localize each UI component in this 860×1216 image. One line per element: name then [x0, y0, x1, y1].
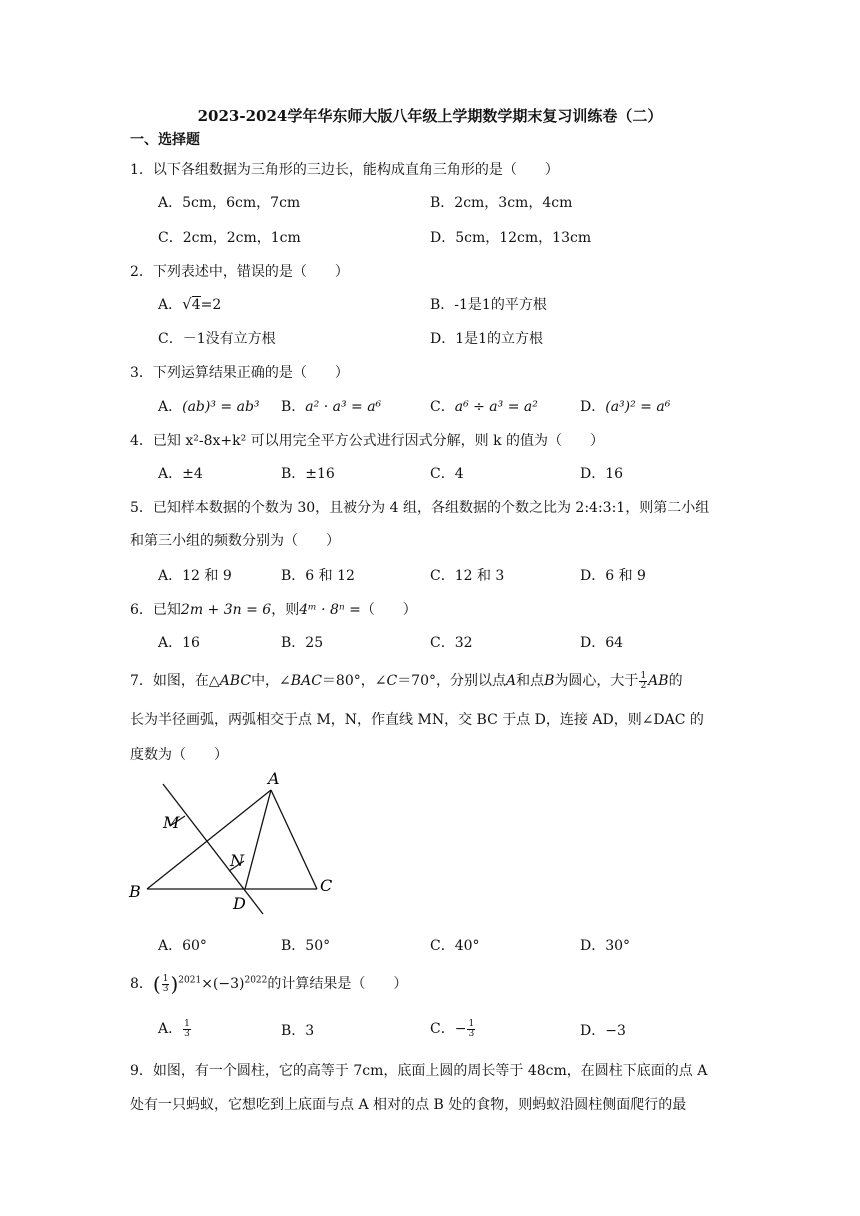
stem-text: 7．如图，在△ [130, 673, 220, 689]
question-3-option-a [158, 396, 260, 416]
option-label: C．− [430, 1021, 467, 1037]
stem-var: ABC [219, 673, 252, 689]
question-8-option-d: D．−3 [580, 1023, 626, 1039]
option-expr: a⁶ ÷ a³ = a² [454, 399, 538, 415]
stem-var: A [506, 673, 517, 689]
question-5-option-d: D．6 和 9 [580, 568, 646, 584]
sqrt-symbol: √ [182, 295, 192, 313]
question-1-stem: 1．以下各组数据为三角形的三边长，能构成直角三角形的是（ ） [130, 162, 559, 178]
sqrt-radicand: 4 [191, 297, 201, 313]
fraction-numerator: 1 [162, 973, 169, 984]
stem-text: 中，∠ [251, 673, 291, 689]
question-7-option-b: B．50° [281, 938, 331, 954]
fraction [467, 1020, 475, 1039]
option-label: A． [158, 297, 183, 313]
question-3-option-c [430, 396, 538, 416]
segment-ab [147, 790, 271, 889]
question-5-option-c: C．12 和 3 [430, 568, 505, 584]
exponent: 2022 [244, 975, 268, 986]
stem-prefix: 6．已知 [130, 602, 181, 618]
option-label: D． [580, 399, 606, 415]
label-m: M [163, 813, 180, 832]
question-1-option-d: D．5cm，12cm，13cm [430, 230, 592, 246]
segment-ac [271, 790, 317, 889]
question-2-option-b: B．-1是1的平方根 [430, 297, 547, 313]
stem-var: AB [648, 673, 669, 689]
question-9-stem-line2: 处有一只蚂蚁，它想吃到上底面与点 A 相对的点 B 处的食物，则蚂蚁沿圆柱侧面爬行的最 [130, 1097, 687, 1113]
question-9-stem-line1: 9．如图，有一个圆柱，它的高等于 7cm，底面上圆的周长等于 48cm，在圆柱下底面的点 A [130, 1063, 708, 1079]
question-5-stem-line1: 5．已知样本数据的个数为 30，且被分为 4 组，各组数据的个数之比为 2:4:3:1，则第二小组 [130, 500, 710, 516]
question-8-option-b: B．3 [281, 1023, 315, 1039]
fraction-numerator: 1 [640, 670, 647, 681]
question-6-option-d: D．64 [580, 635, 624, 651]
triangle-figure [125, 770, 345, 920]
label-a: A [268, 770, 280, 788]
question-7-option-c: C．40° [430, 938, 480, 954]
stem-text: ＝70°，分别以点 [397, 673, 507, 689]
option-expr: =2 [200, 297, 222, 313]
stem-var: C [386, 673, 398, 689]
label-b: B [129, 882, 141, 901]
fraction [639, 672, 647, 691]
stem-expr: ×(−3) [201, 976, 245, 992]
label-c: C [320, 876, 333, 895]
question-3-option-b [281, 396, 381, 416]
question-8-option-a [158, 1018, 192, 1039]
fraction-denominator: 3 [468, 1028, 475, 1039]
question-8-option-c [430, 1018, 476, 1039]
option-expr: (ab)³ = ab³ [182, 399, 260, 415]
question-7-stem-line2: 长为半径画弧，两弧相交于点 M，N，作直线 MN，交 BC 于点 D，连接 AD，则∠DAC 的 [130, 712, 704, 728]
option-label: A． [158, 399, 183, 415]
question-6-option-b: B．25 [281, 635, 324, 651]
stem-expr: 2m + 3n = 6 [180, 602, 272, 618]
fraction [162, 975, 170, 994]
stem-var: B [544, 673, 555, 689]
question-7-option-d: D．30° [580, 938, 631, 954]
stem-suffix: （ ） [360, 602, 417, 618]
option-expr: (a³)² = a⁶ [605, 399, 671, 415]
label-d: D [233, 894, 246, 913]
question-2-option-d: D．1是1的立方根 [430, 331, 544, 347]
question-5-option-b: B．6 和 12 [281, 568, 355, 584]
question-1-option-c: C．2cm，2cm，1cm [158, 230, 301, 246]
fraction-numerator: 1 [468, 1018, 475, 1029]
question-3-stem: 3．下列运算结果正确的是（ ） [130, 365, 349, 381]
question-7-stem-line3: 度数为（ ） [130, 747, 228, 763]
question-3-option-d [580, 396, 670, 416]
option-label: A． [158, 1021, 183, 1037]
question-2-option-c: C．－1没有立方根 [158, 331, 276, 347]
label-n: N [230, 851, 244, 870]
segment-ad [245, 790, 271, 889]
question-7-option-a: A．60° [158, 938, 207, 954]
question-6-option-a: A．16 [158, 635, 200, 651]
question-1-option-b: B．2cm，3cm，4cm [430, 195, 573, 211]
line-mn [163, 784, 263, 914]
stem-prefix: 8． [130, 976, 153, 992]
page-title: 2023-2024学年华东师大版八年级上学期数学期末复习训练卷（二） [197, 107, 663, 125]
question-4-option-d: D．16 [580, 466, 624, 482]
fraction-denominator: 3 [162, 983, 169, 994]
stem-text: ＝80°，∠ [321, 673, 387, 689]
fraction-numerator: 1 [184, 1018, 190, 1029]
stem-text: 和点 [516, 673, 545, 689]
question-5-stem-line2: 和第三小组的频数分别为（ ） [130, 533, 340, 549]
stem-suffix: 的计算结果是（ ） [267, 976, 408, 992]
section-heading: 一、选择题 [130, 132, 200, 148]
stem-text: 为圆心，大于 [554, 673, 639, 689]
question-4-stem: 4．已知 x²-8x+k² 可以用完全平方公式进行因式分解，则 k 的值为（ ） [130, 433, 605, 449]
question-4-option-a: A．±4 [158, 466, 203, 482]
stem-mid: ，则 [271, 602, 300, 618]
question-5-option-a: A．12 和 9 [158, 568, 232, 584]
paren-open: ( [152, 972, 161, 996]
question-6-stem [130, 599, 417, 619]
option-expr: a² · a³ = a⁶ [305, 399, 382, 415]
fraction-denominator: 2 [640, 680, 647, 691]
option-label: C． [430, 399, 455, 415]
option-label: B． [281, 399, 306, 415]
fraction-denominator: 3 [184, 1028, 190, 1039]
question-6-option-c: C．32 [430, 635, 473, 651]
question-4-option-c: C．4 [430, 466, 464, 482]
stem-expr-2: 4ᵐ · 8ⁿ = [299, 602, 361, 618]
question-2-stem: 2．下列表述中，错误的是（ ） [130, 264, 349, 280]
question-4-option-b: B．±16 [281, 466, 335, 482]
fraction [183, 1020, 191, 1039]
question-7-stem-line1 [130, 670, 683, 691]
question-2-option-a [158, 294, 221, 314]
exponent: 2021 [178, 975, 202, 986]
paren-close: ) [170, 972, 179, 996]
question-8-stem [130, 972, 407, 996]
stem-text: 的 [668, 673, 683, 689]
stem-var: BAC [290, 673, 322, 689]
question-1-option-a: A．5cm，6cm，7cm [158, 195, 301, 211]
